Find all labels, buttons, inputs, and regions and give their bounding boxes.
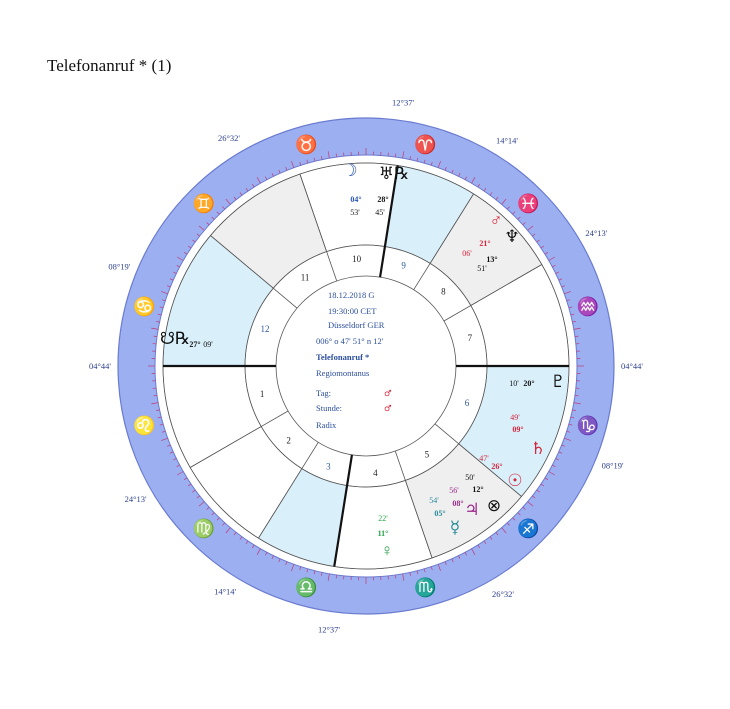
planet-glyph: ♃ xyxy=(464,500,480,519)
zodiac-sign-glyph: ♍ xyxy=(192,518,215,539)
planet-glyph: ♇ xyxy=(550,372,566,391)
planet-degree: 20° xyxy=(523,379,535,388)
planet-degree: 13° xyxy=(486,255,498,264)
cusp-degree-label: 12°37' xyxy=(318,624,340,635)
planet-degree: 27° xyxy=(189,340,201,349)
zodiac-sign-glyph: ♓ xyxy=(517,193,540,214)
planet-glyph: ♀ xyxy=(380,541,394,560)
planet-minute: 22' xyxy=(378,514,388,523)
planet-degree: 21° xyxy=(479,239,491,248)
house-number: 10 xyxy=(352,253,362,264)
planet-degree: 11° xyxy=(377,529,389,538)
house-number: 11 xyxy=(300,272,310,283)
planet-glyph: ♅℞ xyxy=(378,164,410,183)
house-number: 2 xyxy=(286,435,291,446)
zodiac-sign-glyph: ♊ xyxy=(192,193,215,214)
house-number: 1 xyxy=(259,388,265,399)
cusp-degree-label: 26°32' xyxy=(218,132,240,143)
planet-minute: 47' xyxy=(479,454,489,463)
zodiac-sign-glyph: ♌ xyxy=(133,415,156,436)
zodiac-sign-glyph: ♏ xyxy=(414,577,437,598)
planet-glyph: ☽ xyxy=(342,161,358,180)
chart-kind-text: Radix xyxy=(316,420,337,430)
hour-label: Stunde: xyxy=(316,403,342,413)
time-text: 19:30:00 CET xyxy=(328,306,377,316)
zodiac-sign-glyph: ♎ xyxy=(295,577,318,598)
cusp-degree-label: 04°44' xyxy=(621,361,643,371)
planet-glyph: ♄ xyxy=(530,439,546,458)
planet-degree: 12° xyxy=(472,485,484,494)
planet-degree: 05° xyxy=(434,509,446,518)
house-number: 3 xyxy=(326,461,331,472)
house-system-text: Regiomontanus xyxy=(316,368,370,378)
planet-minute: 49' xyxy=(510,413,520,422)
planet-degree: 08° xyxy=(452,499,464,508)
planet-degree: 28° xyxy=(377,195,389,204)
house-number: 5 xyxy=(424,449,430,460)
house-number: 9 xyxy=(401,260,406,271)
cusp-degree-label: 24°13' xyxy=(124,494,147,504)
planet-glyph: ☿ xyxy=(449,518,461,537)
planet-glyph: ☋℞ xyxy=(159,329,191,348)
planet-degree: 09° xyxy=(512,425,524,434)
planet-minute: 51' xyxy=(477,264,487,273)
zodiac-sign-glyph: ♉ xyxy=(295,134,318,155)
cusp-degree-label: 14°14' xyxy=(495,135,518,146)
planet-minute: 50' xyxy=(465,473,475,482)
planet-degree: 04° xyxy=(350,195,362,204)
date-text: 18.12.2018 G xyxy=(328,290,375,300)
cusp-degree-label: 12°37' xyxy=(392,97,414,108)
chart-name-text: Telefonanruf * xyxy=(316,352,370,362)
planet-minute: 10' xyxy=(509,379,519,388)
center-circle xyxy=(276,276,456,456)
planet-glyph: ♂ xyxy=(489,211,503,230)
hour-ruler-glyph: ♂ xyxy=(384,404,392,414)
cusp-degree-label: 08°19' xyxy=(108,261,131,272)
zodiac-sign-glyph: ♒ xyxy=(576,296,599,317)
house-number: 8 xyxy=(441,286,446,297)
house-sectors xyxy=(163,163,569,569)
cusp-degree-label: 14°14' xyxy=(214,586,237,597)
planet-glyph: ☉ xyxy=(507,471,523,490)
cusp-degree-label: 08°19' xyxy=(601,460,624,471)
planet-minute: 09' xyxy=(203,340,213,349)
house-number: 4 xyxy=(373,468,378,479)
planet-minute: 06' xyxy=(462,249,472,258)
planet-glyph: ⊗ xyxy=(486,496,502,515)
house-number: 7 xyxy=(467,333,473,344)
planet-minute: 45' xyxy=(375,208,385,217)
zodiac-sign-glyph: ♐ xyxy=(517,518,540,539)
zodiac-sign-glyph: ♈ xyxy=(414,134,437,155)
day-ruler-glyph: ♂ xyxy=(384,389,392,399)
zodiac-sign-glyph: ♑ xyxy=(576,415,599,436)
coordinates-text: 006° o 47' 51° n 12' xyxy=(316,336,384,346)
cusp-degree-label: 04°44' xyxy=(89,361,111,371)
day-label: Tag: xyxy=(316,388,331,398)
place-text: Düsseldorf GER xyxy=(328,320,385,330)
cusp-degree-label: 26°32' xyxy=(492,589,514,600)
cusp-degree-label: 24°13' xyxy=(585,228,608,238)
house-number: 6 xyxy=(464,397,470,408)
planet-degree: 26° xyxy=(491,462,503,471)
chart-title: Telefonanruf * (1) xyxy=(47,56,172,75)
zodiac-sign-glyph: ♋ xyxy=(133,296,156,317)
planet-glyph: ♆ xyxy=(504,227,520,246)
house-number: 12 xyxy=(260,324,270,335)
planet-minute: 54' xyxy=(429,496,439,505)
planet-minute: 56' xyxy=(449,486,459,495)
planet-minute: 53' xyxy=(350,208,360,217)
